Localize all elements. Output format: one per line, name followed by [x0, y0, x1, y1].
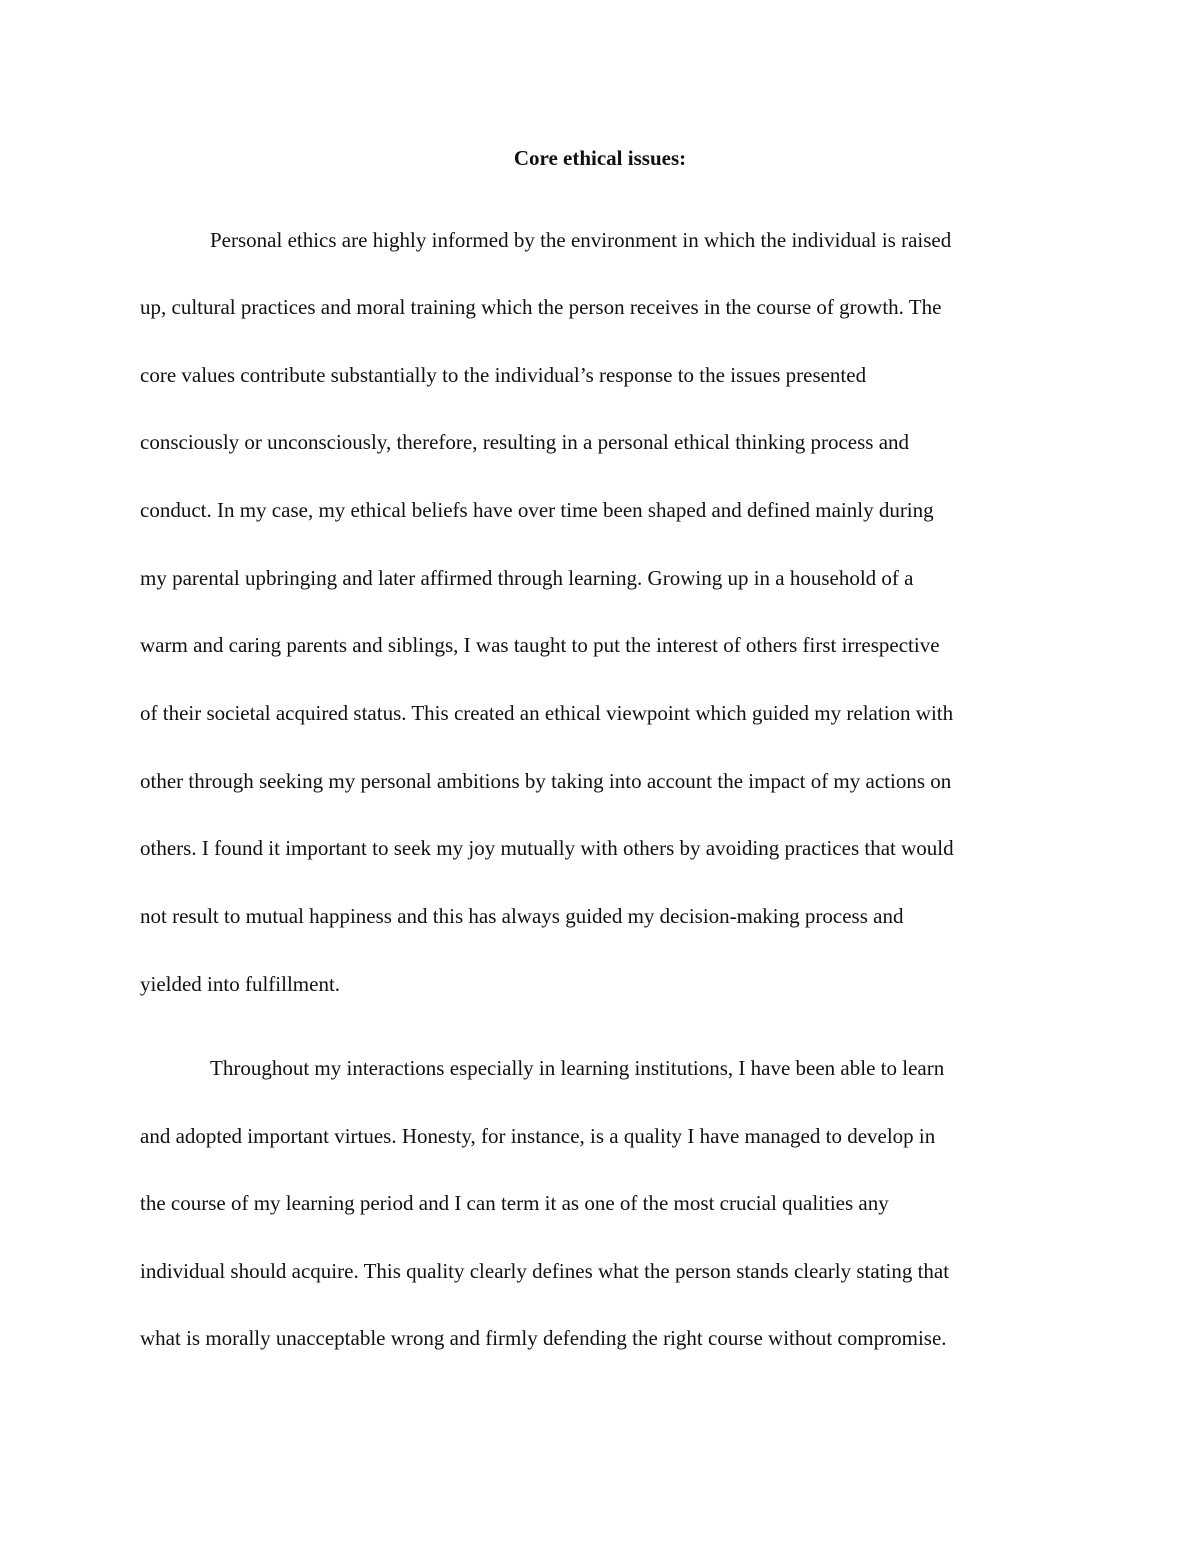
paragraph-line: core values contribute substantially to the individual’s response to the issues presented [140, 363, 867, 387]
paragraph-line: others. I found it important to seek my joy mutually with others by avoiding practices that would [140, 836, 954, 860]
paragraph-line: what is morally unacceptable wrong and firmly defending the right course without compromise. [140, 1326, 947, 1350]
paragraph-line: Throughout my interactions especially in learning institutions, I have been able to learn [210, 1056, 945, 1080]
paragraph-line: warm and caring parents and siblings, I was taught to put the interest of others first irrespective [140, 633, 940, 657]
paragraph-line: yielded into fulfillment. [140, 972, 341, 996]
paragraph-line: the course of my learning period and I can term it as one of the most crucial qualities any [140, 1191, 889, 1215]
paragraph-line: consciously or unconsciously, therefore, resulting in a personal ethical thinking process and [140, 430, 910, 454]
paragraph-line: and adopted important virtues. Honesty, for instance, is a quality I have managed to develop in [140, 1124, 936, 1148]
paragraph-line: of their societal acquired status. This created an ethical viewpoint which guided my relation with [140, 701, 954, 725]
paragraph-line: my parental upbringing and later affirmed through learning. Growing up in a household of a [140, 566, 914, 590]
paragraph-line: up, cultural practices and moral training which the person receives in the course of growth. The [140, 295, 942, 319]
paragraph-line: not result to mutual happiness and this has always guided my decision-making process and [140, 904, 904, 928]
paragraph-line: individual should acquire. This quality clearly defines what the person stands clearly stating that [140, 1259, 950, 1283]
document-title: Core ethical issues: [513, 146, 687, 170]
paragraph-line: other through seeking my personal ambitions by taking into account the impact of my actions on [140, 769, 952, 793]
paragraph-line: Personal ethics are highly informed by the environment in which the individual is raised [210, 228, 952, 252]
paragraph-line: conduct. In my case, my ethical beliefs have over time been shaped and defined mainly during [140, 498, 934, 522]
